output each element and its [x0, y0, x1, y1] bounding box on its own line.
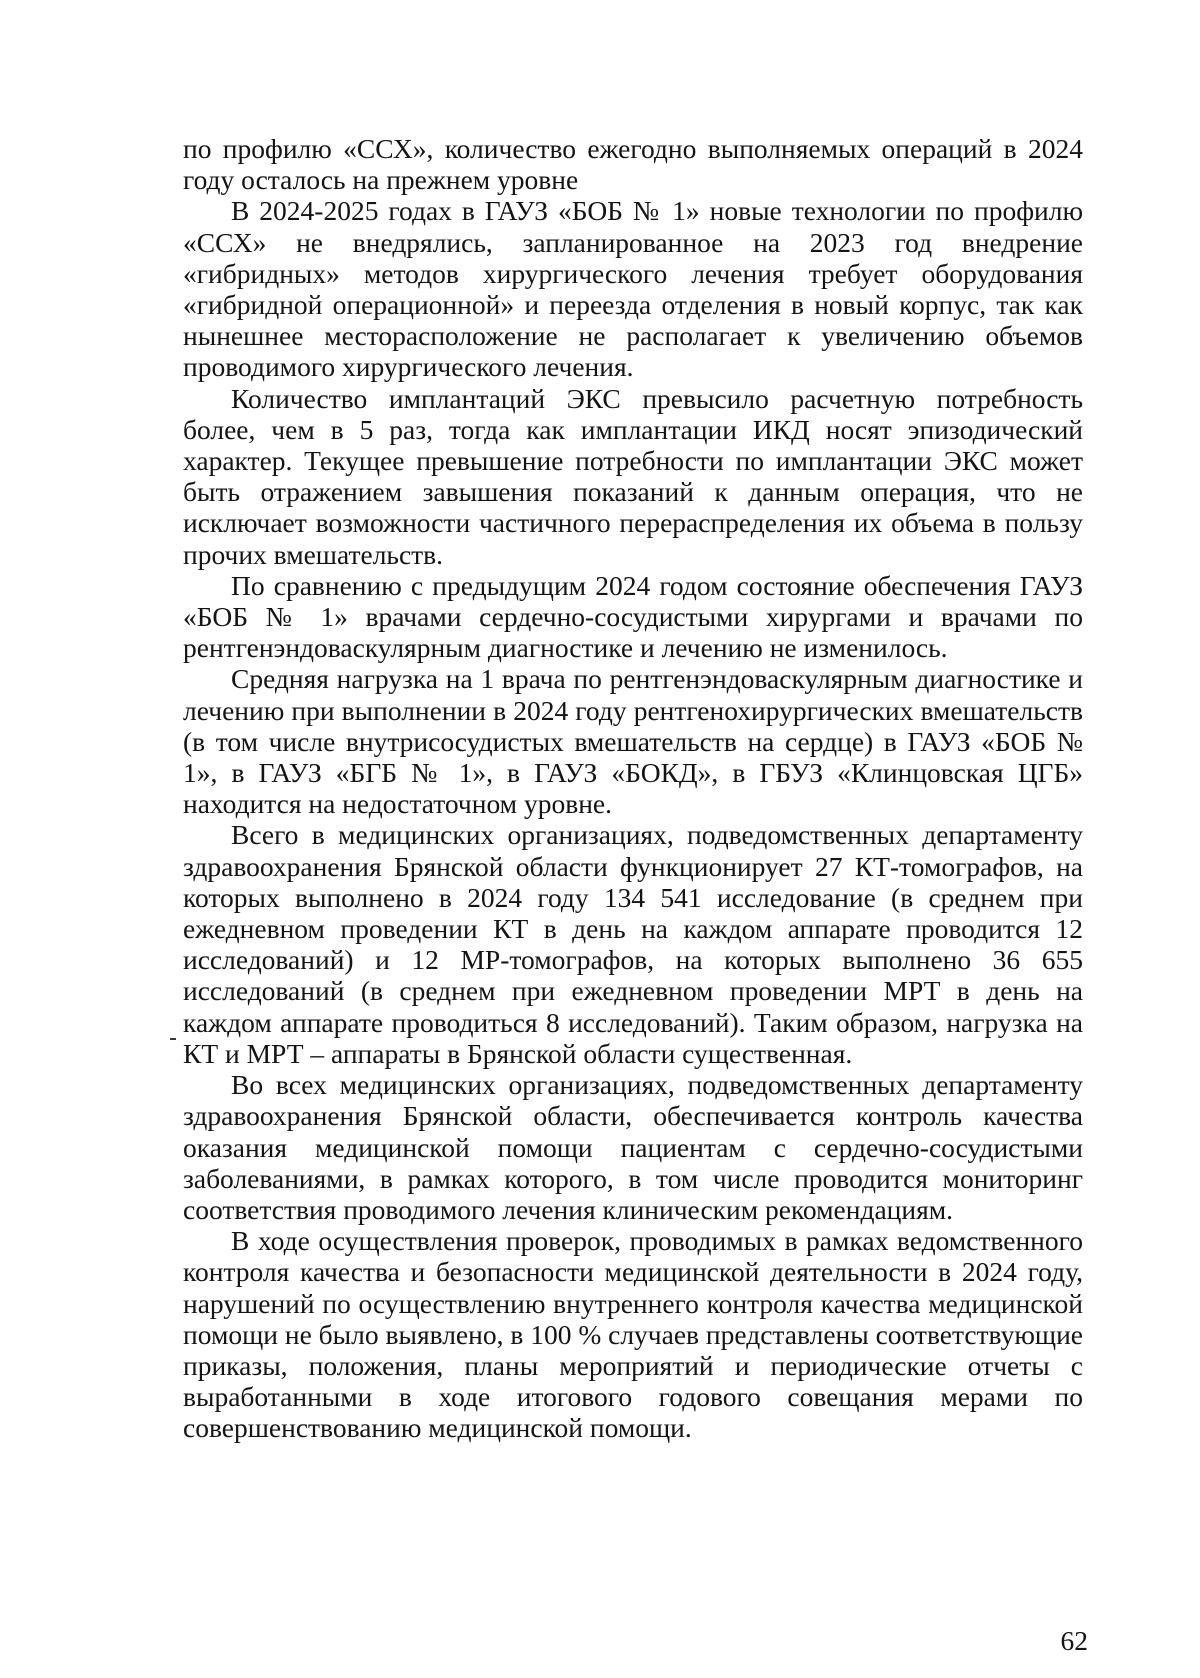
- paragraph-quality-control: Во всех медицинских организациях, подведомственных департаменту здравоохранения Брянской области, обеспечивается контроль качества оказания медицинской помощи пациентам с сердечно-сосудистыми заболеваниями, в рамках которого, в том числе проводится мониторинг соответствия проводимого лечения клиническим рекомендациям.: [183, 1069, 1083, 1225]
- paragraph-inspections: В ходе осуществления проверок, проводимых в рамках ведомственного контроля качества и безопасности медицинской деятельности в 2024 году, нарушений по осуществлению внутреннего контроля качества медицинской помощи не было выявлено, в 100 % случаев представлены соответствующие приказы, положения, планы мероприятий и периодические отчеты с выработанными в ходе итогового годового совещания мерами по совершенствованию медицинской помощи.: [183, 1225, 1083, 1444]
- paragraph-staffing: По сравнению с предыдущим 2024 годом состояние обеспечения ГАУЗ «БОБ № 1» врачами сердечно-сосудистыми хирургами и врачами по рентгенэндоваскулярным диагностике и лечению не изменилось.: [183, 569, 1083, 664]
- paragraph-new-technologies: В 2024-2025 годах в ГАУЗ «БОБ № 1» новые технологии по профилю «ССХ» не внедрялись, запланированное на 2023 год внедрение «гибридных» методов хирургического лечения требует оборудования «гибридной операционной» и переезда отделения в новый корпус, так как нынешнее месторасположение не располагает к увеличению объемов проводимого хирургического лечения.: [183, 195, 1083, 383]
- paragraph-tomographs: Всего в медицинских организациях, подведомственных департаменту здравоохранения Брянской области функционирует 27 КТ-томографов, на которых выполнено в 2024 году 134 541 исследование (в среднем при ежедневном проведении КТ в день на каждом аппарате проводится 12 исследований) и 12 МР-томографов, на которых выполнено 36 655 исследований (в среднем при ежедневном проведении МРТ в день на каждом аппарате проводиться 8 исследований). Таким образом, нагрузка на КТ и МРТ – аппараты в Брянской области существенная.: [183, 819, 1083, 1069]
- paragraph-average-load: Средняя нагрузка на 1 врача по рентгенэндоваскулярным диагностике и лечению при выполнении в 2024 году рентгенохирургических вмешательств (в том числе внутрисосудистых вмешательств на сердце) в ГАУЗ «БОБ № 1», в ГАУЗ «БГБ № 1», в ГАУЗ «БОКД», в ГБУЗ «Клинцовская ЦГБ» находится на недостаточном уровне.: [183, 663, 1083, 820]
- document-body: [183, 133, 1083, 1444]
- paragraph-continuation: по профилю «ССХ», количество ежегодно выполняемых операций в 2024 году осталось на прежнем уровне: [183, 133, 1083, 196]
- paragraph-implantations: Количество имплантаций ЭКС превысило расчетную потребность более, чем в 5 раз, тогда как имплантации ИКД носят эпизодический характер. Текущее превышение потребности по имплантации ЭКС может быть отражением завышения показаний к данным операция, что не исключает возможности частичного перераспределения их объема в пользу прочих вмешательств.: [183, 382, 1083, 570]
- margin-dash-mark: [170, 1038, 176, 1040]
- page-number: 62: [1060, 1625, 1088, 1656]
